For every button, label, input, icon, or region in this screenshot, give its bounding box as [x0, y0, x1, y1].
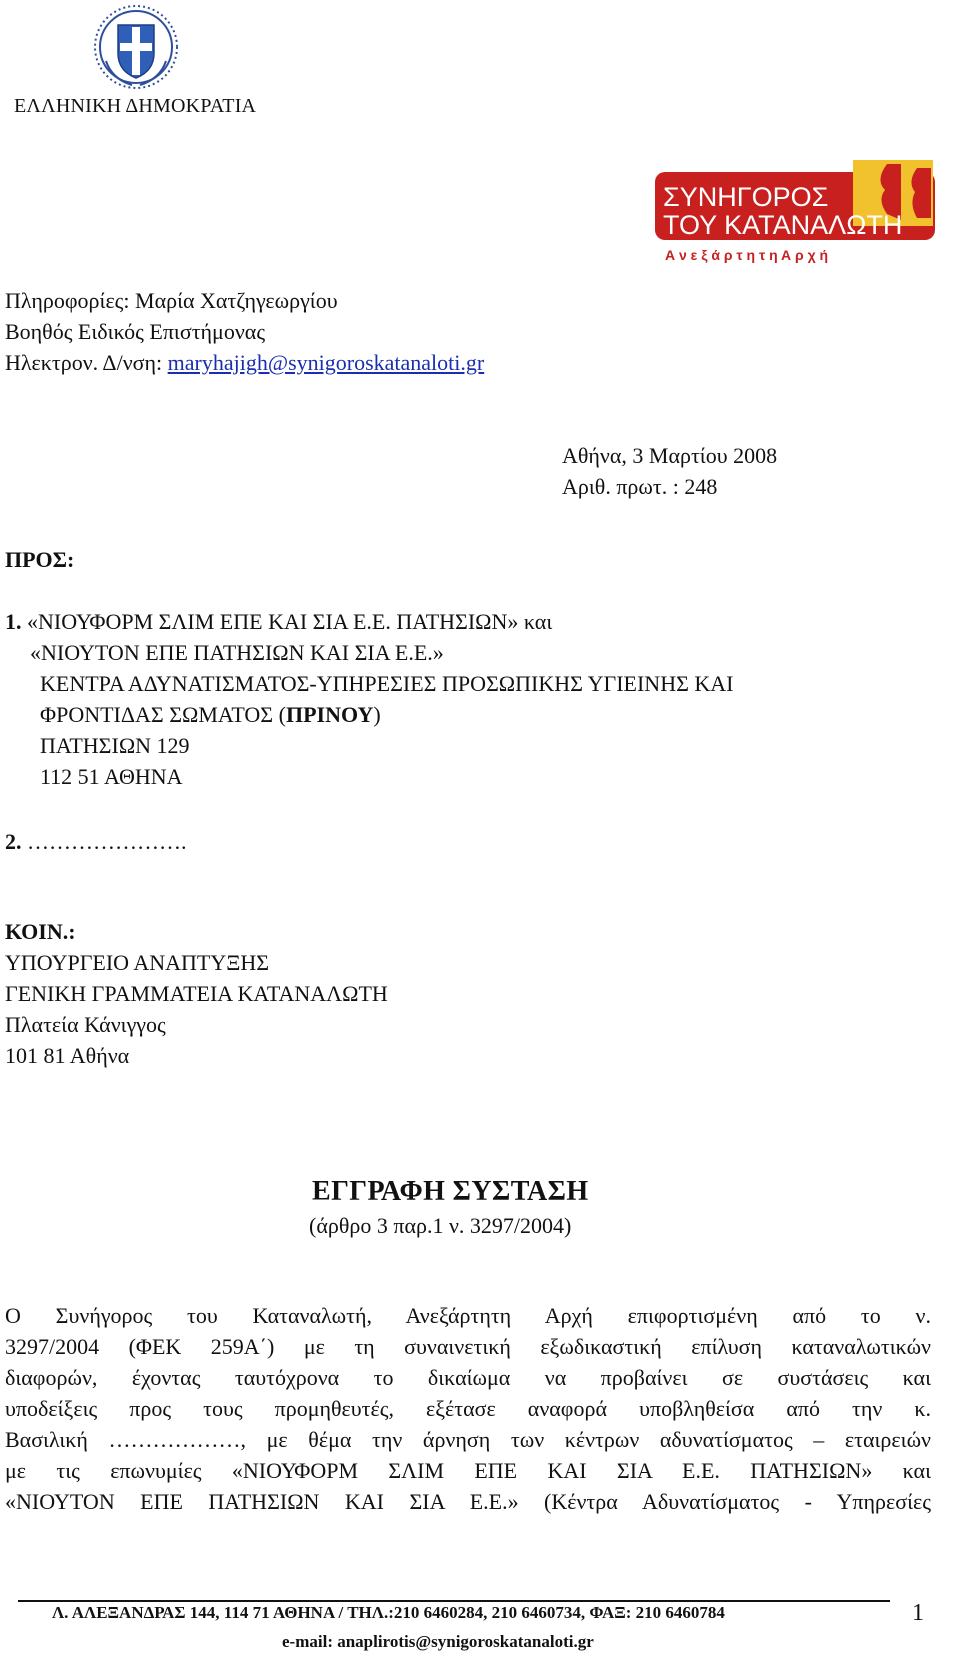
ombudsman-logo [655, 160, 957, 270]
footer-divider [18, 1600, 890, 1602]
document-body [5, 1300, 931, 1517]
recipient-2-number: 2. [5, 829, 22, 854]
recipient-1-line2: «ΝΙΟΥΤΟΝ ΕΠΕ ΠΑΤΗΣΙΩΝ ΚΑΙ ΣΙΑ Ε.Ε.» [30, 640, 444, 665]
protocol-number: Αριθ. πρωτ. : 248 [562, 474, 718, 499]
recipient-1-name1: «ΝΙΟΥΦΟΡΜ ΣΛΙΜ ΕΠΕ ΚΑΙ ΣΙΑ Ε.Ε. ΠΑΤΗΣΙΩΝ» και [21, 609, 553, 634]
recipient-1-line4c: ) [373, 702, 381, 727]
body-line: «ΝΙΟΥΤΟΝ ΕΠΕ ΠΑΤΗΣΙΩΝ ΚΑΙ ΣΙΑ Ε.Ε.» (Κέντρα Αδυνατίσματος - Υπηρεσίες [5, 1489, 931, 1514]
recipients-heading: ΠΡΟΣ: [5, 547, 75, 572]
cc-line1: ΥΠΟΥΡΓΕΙΟ ΑΝΑΠΤΥΞΗΣ [5, 950, 270, 975]
logo-tagline: Α ν ε ξ ά ρ τ η τ η Α ρ χ ή [665, 247, 829, 263]
info-contact-role: Βοηθός Ειδικός Επιστήμονας [5, 319, 266, 344]
recipient-1-line1 [5, 606, 733, 637]
body-line: Βασιλική ………………, με θέμα την άρνηση των κέντρων αδυνατίσματος – εταιρειών [5, 1427, 931, 1452]
body-line: με τις επωνυμίες «ΝΙΟΥΦΟΡΜ ΣΛΙΜ ΕΠΕ ΚΑΙ ΣΙΑ Ε.Ε. ΠΑΤΗΣΙΩΝ» και [5, 1458, 931, 1483]
info-email-link[interactable]: maryhajigh@synigoroskatanaloti.gr [167, 350, 485, 375]
recipient-1-line3: ΚΕΝΤΡΑ ΑΔΥΝΑΤΙΣΜΑΤΟΣ-ΥΠΗΡΕΣΙΕΣ ΠΡΟΣΩΠΙΚΗΣ ΥΓΙΕΙΝΗΣ ΚΑΙ [40, 671, 734, 696]
recipient-2 [5, 826, 187, 857]
logo-line2: ΤΟΥ ΚΑΤΑΝΑΛΩΤΗ [663, 210, 903, 240]
cc-line4: 101 81 Αθήνα [5, 1043, 130, 1068]
info-block [5, 285, 484, 378]
greek-emblem-icon [92, 3, 180, 91]
info-email-row [5, 347, 484, 378]
cc-block [5, 916, 388, 1071]
body-line: διαφορών, έχοντας ταυτόχρονα το δικαίωμα να προβαίνει σε συστάσεις και [5, 1365, 931, 1390]
cc-heading: ΚΟΙΝ.: [5, 919, 76, 944]
recipient-1-street: ΠΑΤΗΣΙΩΝ 129 [40, 733, 190, 758]
date-block [562, 440, 777, 502]
recipient-1-line4 [5, 699, 733, 730]
recipient-1-city: 112 51 ΑΘΗΝΑ [40, 764, 183, 789]
footer-address: Λ. ΑΛΕΞΑΝΔΡΑΣ 144, 114 71 ΑΘΗΝΑ / ΤΗΛ.:210 6460284, 210 6460734, ΦΑΞ: 210 6460784 [52, 1603, 725, 1622]
logo-line1: ΣΥΝΗΓΟΡΟΣ [663, 182, 829, 212]
cc-line3: Πλατεία Κάνιγγος [5, 1012, 166, 1037]
footer-email: e-mail: anaplirotis@synigoroskatanaloti.gr [282, 1632, 594, 1651]
place-date: Αθήνα, 3 Μαρτίου 2008 [562, 443, 778, 468]
body-line: 3297/2004 (ΦΕΚ 259Α΄) με τη συναινετική εξωδικαστική επίλυση καταναλωτικών [5, 1334, 931, 1359]
republic-heading: ΕΛΛΗΝΙΚΗ ΔΗΜΟΚΡΑΤΙΑ [14, 95, 257, 117]
body-line: Ο Συνήγορος του Καταναλωτή, Ανεξάρτητη Αρχή επιφορτισμένη από το ν. [5, 1303, 931, 1328]
info-contact-name: Πληροφορίες: Μαρία Χατζηγεωργίου [5, 288, 338, 313]
document-title: ΕΓΓΡΑΦΗ ΣΥΣΤΑΣΗ [312, 1176, 589, 1207]
recipient-1-number: 1. [5, 609, 22, 634]
page-number: 1 [912, 1600, 924, 1626]
recipient-1 [5, 606, 733, 792]
body-line: υποδείξεις προς τους προμηθευτές, εξέτασε αναφορά υποβληθείσα από την κ. [5, 1396, 931, 1421]
cc-line2: ΓΕΝΙΚΗ ΓΡΑΜΜΑΤΕΙΑ ΚΑΤΑΝΑΛΩΤΗ [5, 981, 388, 1006]
document-subtitle: (άρθρο 3 παρ.1 ν. 3297/2004) [309, 1213, 572, 1238]
recipient-1-line4a: ΦΡΟΝΤΙΔΑΣ ΣΩΜΑΤΟΣ ( [40, 702, 286, 727]
recipient-2-text: …………………. [21, 829, 187, 854]
info-email-prefix: Ηλεκτρον. Δ/νση: [5, 350, 168, 375]
recipient-1-line4b: ΠΡΙΝΟΥ [285, 702, 374, 727]
